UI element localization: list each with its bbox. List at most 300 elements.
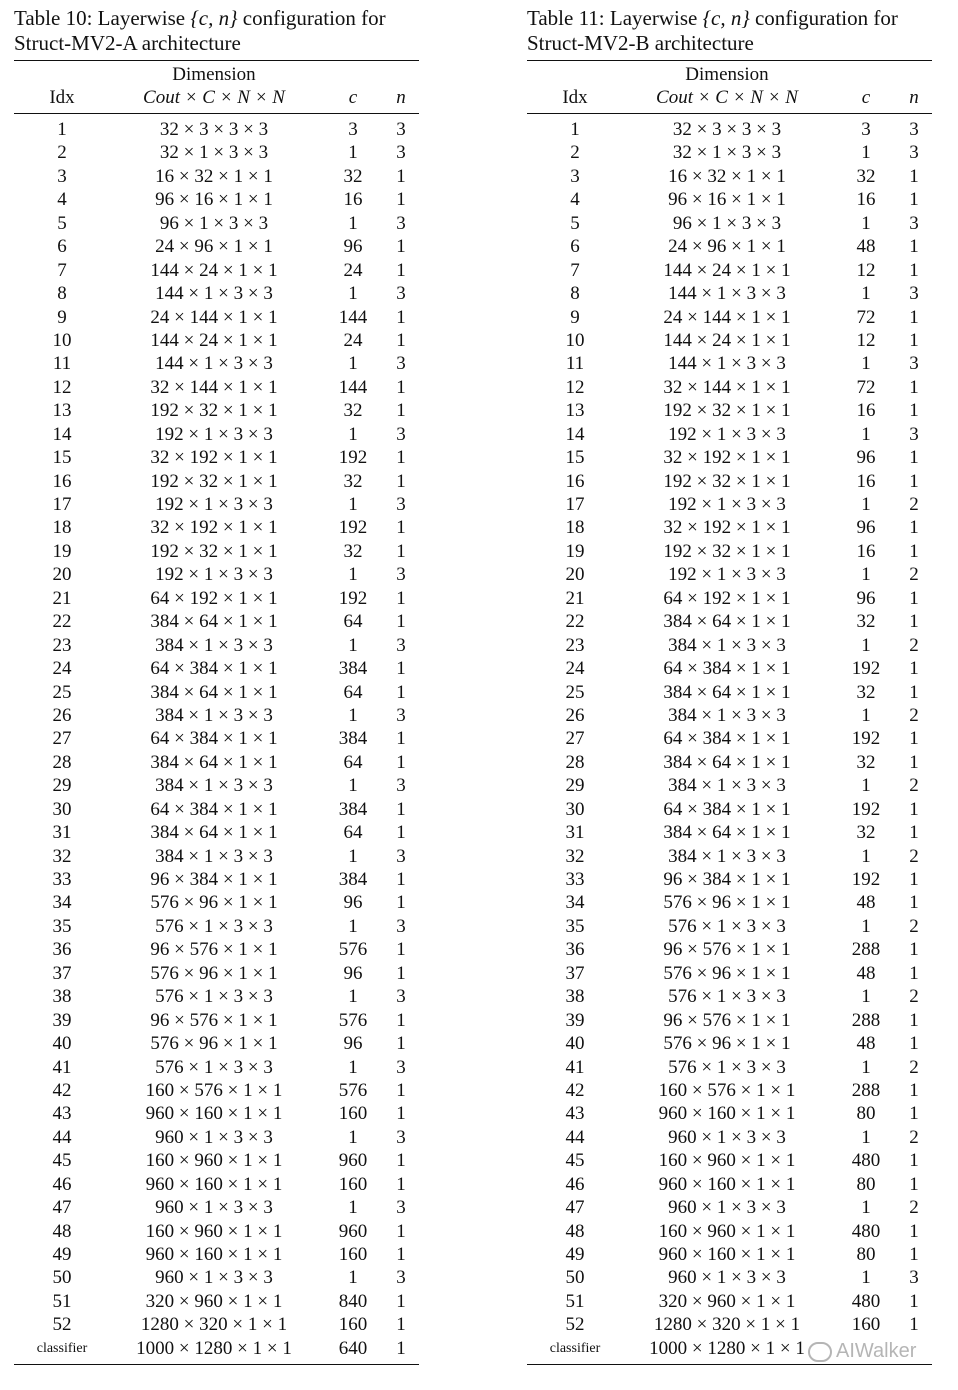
cell-c: 1 (861, 845, 871, 867)
cell-dimension: 384 × 64 × 1 × 1 (663, 822, 791, 844)
table-row (14, 399, 419, 422)
cell-dimension: 576 × 96 × 1 × 1 (663, 892, 791, 914)
cell-n: 3 (396, 634, 406, 656)
caption-suffix: configuration for (749, 6, 898, 30)
cell-n: 2 (909, 986, 919, 1008)
cell-dimension: 576 × 96 × 1 × 1 (663, 1033, 791, 1055)
table-row (527, 681, 932, 704)
cell-c: 1 (861, 142, 871, 164)
table-row (527, 985, 932, 1008)
cell-idx: 33 (565, 869, 585, 890)
cell-n: 3 (396, 915, 406, 937)
table-row (14, 352, 419, 375)
cell-idx: 29 (52, 775, 72, 797)
table-caption (527, 6, 932, 58)
cell-dimension: 64 × 384 × 1 × 1 (150, 658, 278, 680)
table-row (527, 352, 932, 375)
cell-n: 1 (396, 939, 406, 961)
cell-dimension: 960 × 160 × 1 × 1 (658, 1103, 796, 1125)
cell-n: 1 (909, 1244, 919, 1265)
table-row (527, 1009, 932, 1032)
cell-c: 1 (861, 564, 871, 586)
cell-dimension: 96 × 384 × 1 × 1 (150, 869, 278, 890)
cell-c: 192 (338, 517, 368, 539)
table-row (14, 493, 419, 516)
cell-c: 144 (338, 376, 368, 398)
cell-dimension: 576 × 1 × 3 × 3 (668, 1056, 786, 1078)
cell-dimension: 16 × 32 × 1 × 1 (668, 165, 786, 187)
cell-c: 80 (856, 1244, 876, 1265)
table-row (14, 516, 419, 539)
cell-c: 1 (861, 1197, 871, 1219)
cell-n: 2 (909, 1197, 919, 1219)
mid-rule (14, 113, 419, 114)
cell-n: 1 (909, 540, 919, 562)
table-row (527, 868, 932, 891)
cell-dimension: 160 × 960 × 1 × 1 (145, 1220, 283, 1242)
cell-c: 3 (348, 119, 358, 140)
cell-idx: 31 (565, 822, 585, 844)
cell-idx: 19 (565, 540, 585, 562)
table-row (14, 985, 419, 1008)
cell-idx: 44 (52, 1126, 72, 1148)
cell-idx: 50 (565, 1267, 585, 1289)
cell-n: 3 (909, 353, 919, 375)
table-row (14, 681, 419, 704)
cell-idx: 5 (57, 212, 67, 234)
cell-c: 288 (851, 1009, 881, 1031)
table-row (14, 1243, 419, 1266)
cell-idx: 8 (570, 283, 580, 305)
cell-n: 1 (396, 681, 406, 703)
cell-c: 960 (338, 1220, 368, 1242)
cell-n: 1 (909, 751, 919, 773)
cell-c: 1 (348, 423, 358, 445)
cell-idx: 29 (565, 775, 585, 797)
table-row (527, 423, 932, 446)
table-row (14, 938, 419, 961)
table-row (527, 1290, 932, 1313)
cell-dimension: 64 × 384 × 1 × 1 (150, 798, 278, 820)
cell-n: 1 (909, 1290, 919, 1312)
cell-dimension: 384 × 64 × 1 × 1 (150, 611, 278, 633)
cell-c: 1 (861, 1126, 871, 1148)
cell-dimension: 32 × 144 × 1 × 1 (150, 376, 278, 398)
cell-idx: 27 (565, 728, 585, 750)
cell-dimension: 384 × 64 × 1 × 1 (150, 822, 278, 844)
cell-dimension: 960 × 1 × 3 × 3 (155, 1197, 273, 1219)
cell-dimension: 144 × 24 × 1 × 1 (150, 259, 278, 281)
table-row (527, 235, 932, 258)
cell-n: 3 (396, 845, 406, 867)
cell-n: 1 (396, 962, 406, 984)
cell-n: 1 (396, 376, 406, 398)
table-row (14, 1266, 419, 1289)
cell-idx: 12 (52, 376, 72, 398)
cell-dimension: 24 × 96 × 1 × 1 (668, 236, 786, 258)
cell-n: 1 (396, 1220, 406, 1242)
cell-c: 1 (348, 353, 358, 375)
cell-dimension: 576 × 96 × 1 × 1 (150, 1033, 278, 1055)
cell-dimension: 384 × 64 × 1 × 1 (663, 681, 791, 703)
table-row (527, 1220, 932, 1243)
cell-n: 3 (396, 423, 406, 445)
table-row (14, 1079, 419, 1102)
cell-idx: 41 (52, 1056, 72, 1078)
watermark-text: AIWalker (836, 1340, 917, 1362)
cell-idx: 17 (52, 494, 72, 515)
table-row (14, 1337, 419, 1360)
cell-c: 3 (861, 119, 871, 140)
cell-dimension: 192 × 32 × 1 × 1 (663, 470, 791, 492)
cell-dimension: 160 × 576 × 1 × 1 (658, 1079, 796, 1101)
cell-c: 1 (348, 283, 358, 305)
header-idx: Idx (562, 87, 588, 108)
cell-dimension: 24 × 144 × 1 × 1 (150, 306, 278, 328)
cell-dimension: 32 × 3 × 3 × 3 (159, 119, 269, 140)
cell-dimension: 16 × 32 × 1 × 1 (155, 165, 273, 187)
cell-dimension: 320 × 960 × 1 × 1 (145, 1290, 283, 1312)
table-row (14, 212, 419, 235)
table-header (527, 61, 932, 109)
table-row (527, 774, 932, 797)
cell-dimension: 160 × 960 × 1 × 1 (658, 1220, 796, 1242)
cell-idx: 2 (570, 142, 580, 164)
cell-c: 96 (343, 1033, 363, 1055)
cell-dimension: 960 × 1 × 3 × 3 (155, 1126, 273, 1148)
cell-c: 840 (338, 1290, 368, 1312)
cell-c: 64 (343, 751, 363, 773)
cell-dimension: 576 × 96 × 1 × 1 (663, 962, 791, 984)
cell-idx: 39 (565, 1009, 585, 1031)
cell-n: 2 (909, 1056, 919, 1078)
cell-idx: 25 (52, 681, 72, 703)
cell-c: 1 (348, 845, 358, 867)
cell-c: 16 (856, 540, 876, 562)
cell-c: 96 (856, 447, 876, 469)
cell-idx: 22 (52, 611, 72, 633)
cell-c: 80 (856, 1173, 876, 1195)
table-row (14, 141, 419, 164)
cell-dimension: 64 × 384 × 1 × 1 (663, 798, 791, 820)
table-row (14, 235, 419, 258)
cell-n: 3 (909, 142, 919, 164)
cell-c: 32 (856, 611, 876, 633)
header-n: n (909, 87, 919, 108)
table-row (527, 493, 932, 516)
cell-n: 1 (909, 329, 919, 351)
table-row (527, 540, 932, 563)
table-row (527, 188, 932, 211)
cell-c: 1 (861, 1267, 871, 1289)
table-row (14, 845, 419, 868)
cell-c: 96 (343, 962, 363, 984)
cell-dimension: 960 × 160 × 1 × 1 (145, 1173, 283, 1195)
cell-n: 3 (909, 212, 919, 234)
cell-c: 160 (338, 1314, 368, 1336)
cell-c: 96 (856, 517, 876, 539)
wechat-icon (808, 1342, 832, 1362)
cell-idx: 12 (565, 376, 585, 398)
cell-n: 1 (396, 517, 406, 539)
cell-idx: 19 (52, 540, 72, 562)
cell-idx: 38 (565, 986, 585, 1008)
cell-dimension: 960 × 1 × 3 × 3 (155, 1267, 273, 1289)
table-row (527, 891, 932, 914)
cell-n: 1 (909, 681, 919, 703)
header-dimension: Dimension (172, 64, 256, 85)
cell-dimension: 192 × 1 × 3 × 3 (668, 564, 786, 586)
table-row (527, 470, 932, 493)
cell-idx: 35 (52, 915, 72, 937)
cell-n: 1 (396, 728, 406, 750)
cell-c: 96 (343, 892, 363, 914)
table-row (527, 587, 932, 610)
cell-n: 2 (909, 775, 919, 797)
cell-c: 48 (856, 962, 876, 984)
cell-c: 1 (348, 564, 358, 586)
cell-c: 480 (851, 1150, 881, 1172)
cell-dimension: 144 × 24 × 1 × 1 (663, 329, 791, 351)
cell-c: 48 (856, 236, 876, 258)
cell-idx: 6 (570, 236, 580, 258)
table-row (527, 727, 932, 750)
cell-dimension: 384 × 1 × 3 × 3 (155, 775, 273, 797)
cell-n: 1 (909, 165, 919, 187)
cell-c: 384 (338, 798, 368, 820)
table-row (14, 634, 419, 657)
cell-idx: 24 (52, 658, 72, 680)
cell-n: 3 (909, 119, 919, 140)
cell-n: 1 (909, 376, 919, 398)
cell-c: 192 (851, 869, 881, 890)
table-row (14, 1149, 419, 1172)
cell-n: 1 (396, 869, 406, 890)
cell-c: 192 (851, 658, 881, 680)
cell-dimension: 192 × 1 × 3 × 3 (668, 423, 786, 445)
cell-c: 160 (338, 1244, 368, 1265)
cell-dimension: 1280 × 320 × 1 × 1 (140, 1314, 288, 1336)
cell-dimension: 32 × 3 × 3 × 3 (672, 119, 782, 140)
cell-idx: 32 (565, 845, 585, 867)
cell-n: 1 (909, 892, 919, 914)
cell-idx: 21 (52, 587, 72, 609)
table-row (527, 1173, 932, 1196)
cell-c: 32 (856, 681, 876, 703)
header-dim-formula: Cout × C × N × N (143, 87, 285, 108)
cell-n: 1 (909, 1173, 919, 1195)
table-row (14, 563, 419, 586)
cell-idx: 3 (57, 165, 67, 187)
cell-c: 32 (856, 751, 876, 773)
table-row (527, 915, 932, 938)
cell-idx: 40 (565, 1033, 585, 1055)
cell-idx: 33 (52, 869, 72, 890)
cell-c: 96 (856, 587, 876, 609)
cell-n: 1 (909, 658, 919, 680)
header-c: c (348, 87, 358, 108)
cell-c: 64 (343, 681, 363, 703)
cell-n: 3 (396, 1197, 406, 1219)
table-row (14, 962, 419, 985)
cell-dimension: 576 × 96 × 1 × 1 (150, 962, 278, 984)
cell-c: 1 (348, 704, 358, 726)
table-body (527, 118, 932, 1360)
cell-dimension: 144 × 1 × 3 × 3 (155, 353, 273, 375)
table-header (14, 61, 419, 109)
cell-c: 16 (856, 470, 876, 492)
bottom-rule (527, 1364, 932, 1365)
cell-dimension: 192 × 32 × 1 × 1 (663, 540, 791, 562)
cell-n: 1 (396, 1337, 406, 1359)
table-row (14, 1220, 419, 1243)
cell-dimension: 960 × 160 × 1 × 1 (658, 1173, 796, 1195)
cell-dimension: 192 × 32 × 1 × 1 (150, 470, 278, 492)
cell-idx: 17 (565, 494, 585, 515)
cell-idx: 26 (565, 704, 585, 726)
cell-c: 384 (338, 728, 368, 750)
cell-dimension: 192 × 32 × 1 × 1 (150, 540, 278, 562)
table-row (14, 446, 419, 469)
cell-c: 1 (348, 915, 358, 937)
cell-idx: classifier (549, 1340, 601, 1356)
cell-c: 160 (338, 1103, 368, 1125)
table-row (527, 1149, 932, 1172)
cell-c: 64 (343, 611, 363, 633)
cell-c: 640 (338, 1337, 368, 1359)
table-row (527, 1032, 932, 1055)
table-row (527, 962, 932, 985)
cell-n: 3 (396, 775, 406, 797)
cell-idx: 21 (565, 587, 585, 609)
table-row (14, 1056, 419, 1079)
table-row (14, 727, 419, 750)
cell-dimension: 384 × 64 × 1 × 1 (663, 611, 791, 633)
cell-idx: 23 (565, 634, 585, 656)
cell-n: 1 (396, 1290, 406, 1312)
cell-idx: 30 (52, 798, 72, 820)
table-row (14, 1173, 419, 1196)
cell-idx: 46 (52, 1173, 72, 1195)
cell-c: 16 (856, 189, 876, 211)
cell-n: 1 (909, 189, 919, 211)
cell-dimension: 384 × 1 × 3 × 3 (668, 634, 786, 656)
cell-n: 2 (909, 634, 919, 656)
cell-dimension: 192 × 1 × 3 × 3 (155, 564, 273, 586)
cell-c: 1 (861, 494, 871, 515)
cell-dimension: 576 × 1 × 3 × 3 (155, 986, 273, 1008)
cell-n: 3 (909, 423, 919, 445)
table-row (14, 1290, 419, 1313)
cell-idx: 14 (565, 423, 585, 445)
cell-dimension: 64 × 384 × 1 × 1 (663, 728, 791, 750)
cell-idx: 28 (565, 751, 585, 773)
cell-dimension: 160 × 576 × 1 × 1 (145, 1079, 283, 1101)
cell-c: 1 (861, 915, 871, 937)
cell-n: 1 (396, 329, 406, 351)
cell-dimension: 32 × 192 × 1 × 1 (150, 447, 278, 469)
table-row (527, 165, 932, 188)
cell-c: 32 (856, 822, 876, 844)
caption-math: {c, n} (190, 6, 238, 30)
cell-c: 32 (343, 400, 363, 422)
table-row (527, 845, 932, 868)
cell-n: 1 (396, 447, 406, 469)
table-row (14, 587, 419, 610)
cell-idx: 10 (52, 329, 72, 351)
table-row (527, 1126, 932, 1149)
cell-c: 160 (338, 1173, 368, 1195)
table-row (527, 704, 932, 727)
cell-idx: 37 (52, 962, 72, 984)
caption-suffix: configuration for (237, 6, 386, 30)
cell-dimension: 24 × 96 × 1 × 1 (155, 236, 273, 258)
cell-c: 1 (861, 283, 871, 305)
cell-c: 192 (851, 798, 881, 820)
cell-idx: 50 (52, 1267, 72, 1289)
cell-c: 12 (856, 329, 876, 351)
cell-dimension: 1000 × 1280 × 1 × 1 (649, 1337, 805, 1359)
table-caption (14, 6, 419, 58)
cell-dimension: 192 × 32 × 1 × 1 (150, 400, 278, 422)
table-row (527, 516, 932, 539)
cell-c: 192 (851, 728, 881, 750)
cell-c: 1 (348, 1056, 358, 1078)
cell-c: 1 (861, 986, 871, 1008)
table-row (14, 1009, 419, 1032)
cell-idx: 8 (57, 283, 67, 305)
cell-c: 576 (338, 1009, 368, 1031)
cell-idx: 45 (565, 1150, 585, 1172)
cell-idx: 7 (57, 259, 67, 281)
cell-idx: 26 (52, 704, 72, 726)
table-row (14, 376, 419, 399)
cell-dimension: 384 × 1 × 3 × 3 (668, 704, 786, 726)
cell-n: 3 (396, 283, 406, 305)
table-row (527, 938, 932, 961)
cell-dimension: 144 × 24 × 1 × 1 (150, 329, 278, 351)
table-row (527, 798, 932, 821)
cell-c: 1 (861, 704, 871, 726)
table-row (527, 563, 932, 586)
cell-c: 1 (348, 212, 358, 234)
cell-idx: 7 (570, 259, 580, 281)
cell-idx: 11 (52, 353, 72, 375)
cell-dimension: 96 × 576 × 1 × 1 (663, 1009, 791, 1031)
cell-dimension: 32 × 1 × 3 × 3 (672, 142, 782, 164)
cell-dimension: 1280 × 320 × 1 × 1 (653, 1314, 801, 1336)
cell-n: 1 (909, 1220, 919, 1242)
cell-idx: 48 (52, 1220, 72, 1242)
cell-dimension: 960 × 1 × 3 × 3 (668, 1126, 786, 1148)
cell-dimension: 576 × 1 × 3 × 3 (668, 986, 786, 1008)
cell-c: 576 (338, 1079, 368, 1101)
table-row (527, 657, 932, 680)
cell-dimension: 144 × 24 × 1 × 1 (663, 259, 791, 281)
cell-idx: 42 (565, 1079, 585, 1101)
table-row (527, 212, 932, 235)
cell-n: 1 (909, 1103, 919, 1125)
cell-idx: 18 (52, 517, 72, 539)
cell-c: 1 (348, 1197, 358, 1219)
cell-idx: 47 (565, 1197, 585, 1219)
cell-dimension: 96 × 16 × 1 × 1 (668, 189, 786, 211)
cell-n: 1 (909, 822, 919, 844)
table-row (14, 423, 419, 446)
header-n: n (396, 87, 406, 108)
cell-n: 2 (909, 494, 919, 515)
cell-dimension: 160 × 960 × 1 × 1 (658, 1150, 796, 1172)
